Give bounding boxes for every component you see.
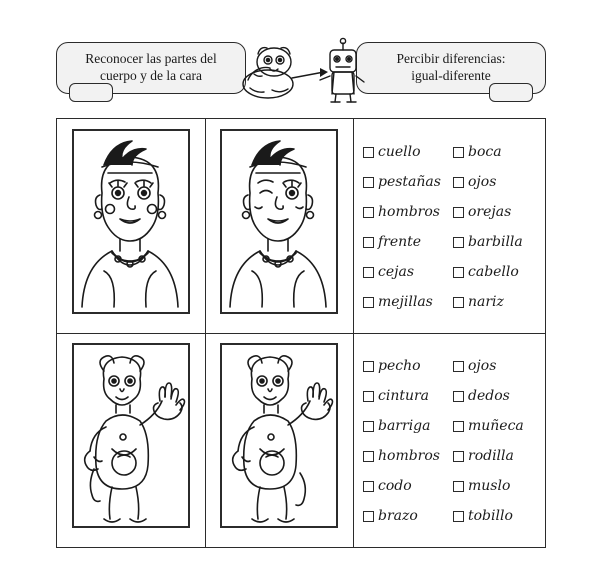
checkbox-icon[interactable]	[453, 481, 464, 492]
word-item[interactable]: pestañas	[363, 167, 441, 197]
banner-tab-left	[69, 83, 113, 102]
checkbox-icon[interactable]	[363, 147, 374, 158]
face-word-column-2	[453, 137, 523, 317]
word-item[interactable]: hombros	[363, 197, 441, 227]
word-item[interactable]: tobillo	[453, 501, 524, 531]
checkbox-icon[interactable]	[453, 421, 464, 432]
body-drawing-original	[72, 343, 190, 528]
checkbox-icon[interactable]	[453, 451, 464, 462]
word-item[interactable]: brazo	[363, 501, 440, 531]
word-item[interactable]: boca	[453, 137, 523, 167]
checkbox-icon[interactable]	[453, 391, 464, 402]
banner-tab-right	[489, 83, 533, 102]
checkbox-icon[interactable]	[453, 207, 464, 218]
word-item[interactable]: barbilla	[453, 227, 523, 257]
face-word-list	[353, 119, 547, 333]
body-word-list	[353, 333, 547, 547]
checkbox-icon[interactable]	[363, 511, 374, 522]
checkbox-icon[interactable]	[363, 451, 374, 462]
exercise-row-body	[57, 333, 545, 547]
word-item[interactable]: nariz	[453, 287, 523, 317]
checkbox-icon[interactable]	[363, 177, 374, 188]
objective-left-line1: Reconocer las partes del	[85, 51, 217, 67]
face-picture-cell-a	[57, 119, 205, 333]
objective-right-line2: igual-diferente	[411, 68, 491, 83]
word-item[interactable]: barriga	[363, 411, 440, 441]
word-item[interactable]: mejillas	[363, 287, 441, 317]
checkbox-icon[interactable]	[363, 361, 374, 372]
pointer-head	[320, 68, 328, 77]
worksheet-table	[56, 118, 546, 548]
word-item[interactable]: orejas	[453, 197, 523, 227]
word-item[interactable]: rodilla	[453, 441, 524, 471]
word-item[interactable]: cejas	[363, 257, 441, 287]
word-item[interactable]: ojos	[453, 167, 523, 197]
checkbox-icon[interactable]	[453, 361, 464, 372]
creature-right-icon	[320, 38, 364, 102]
checkbox-icon[interactable]	[453, 177, 464, 188]
checkbox-icon[interactable]	[453, 511, 464, 522]
checkbox-icon[interactable]	[453, 147, 464, 158]
checkbox-icon[interactable]	[453, 297, 464, 308]
checkbox-icon[interactable]	[363, 421, 374, 432]
checkbox-icon[interactable]	[363, 207, 374, 218]
face-drawing-original	[72, 129, 190, 314]
checkbox-icon[interactable]	[363, 237, 374, 248]
word-item[interactable]: hombros	[363, 441, 440, 471]
body-word-column-1	[363, 351, 440, 531]
face-picture-cell-b	[205, 119, 353, 333]
checkbox-icon[interactable]	[363, 267, 374, 278]
face-word-column-1	[363, 137, 441, 317]
checkbox-icon[interactable]	[363, 391, 374, 402]
creature-left-icon	[243, 48, 293, 98]
body-drawing-variant	[220, 343, 338, 528]
word-item[interactable]: muñeca	[453, 411, 524, 441]
checkbox-icon[interactable]	[363, 481, 374, 492]
objective-banner-left	[56, 42, 246, 94]
face-drawing-variant	[220, 129, 338, 314]
exercise-row-face	[57, 119, 545, 333]
objective-right-line1: Percibir diferencias:	[396, 51, 506, 67]
pointer-line	[292, 72, 324, 78]
word-item[interactable]: frente	[363, 227, 441, 257]
checkbox-icon[interactable]	[453, 237, 464, 248]
word-item[interactable]: ojos	[453, 351, 524, 381]
body-picture-cell-b	[205, 333, 353, 547]
word-item[interactable]: cintura	[363, 381, 440, 411]
body-word-column-2	[453, 351, 524, 531]
checkbox-icon[interactable]	[453, 267, 464, 278]
word-item[interactable]: pecho	[363, 351, 440, 381]
checkbox-icon[interactable]	[363, 297, 374, 308]
word-item[interactable]: dedos	[453, 381, 524, 411]
word-item[interactable]: cuello	[363, 137, 441, 167]
objective-left-line2: cuerpo y de la cara	[100, 68, 202, 83]
body-picture-cell-a	[57, 333, 205, 547]
word-item[interactable]: muslo	[453, 471, 524, 501]
header-illustration	[232, 36, 366, 104]
objective-banner-right	[356, 42, 546, 94]
word-item[interactable]: codo	[363, 471, 440, 501]
word-item[interactable]: cabello	[453, 257, 523, 287]
